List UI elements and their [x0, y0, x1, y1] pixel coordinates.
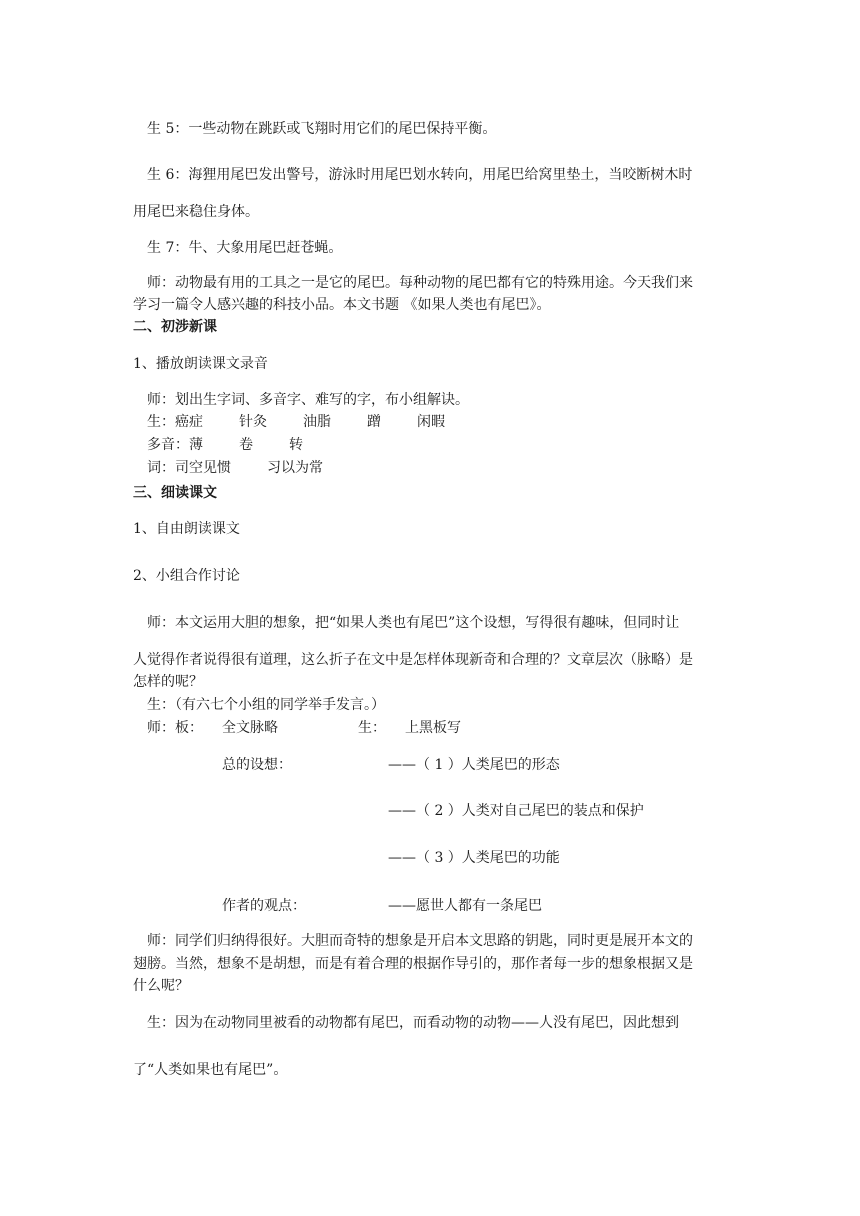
vocab-word: 癌症	[175, 414, 203, 430]
board-view: ——愿世人都有一条尾巴	[388, 898, 542, 914]
vocab-word: 习以为常	[267, 460, 323, 476]
vocab-word: 司空见惯	[175, 460, 231, 476]
board-assumption-label: 总的设想：	[222, 757, 292, 773]
para-student-6-line2: 用尾巴来稳住身体。	[133, 204, 259, 220]
board-item: ——（ 2 ）人类对自己尾巴的装点和保护	[388, 803, 644, 819]
vocab-word: 转	[289, 437, 303, 453]
para-teacher-summary-line2: 翅膀。当然，想象不是胡想，而是有着合理的根据作导引的，那作者每一步的想象根据又是	[133, 956, 693, 972]
vocab-polyphonic	[147, 436, 303, 454]
para-student-reason-line2: 了“人类如果也有尾巴”。	[133, 1062, 288, 1078]
para-teacher-question-line2: 人觉得作者说得很有道理，这么折子在文中是怎样体现新奇和合理的？文章层次（脉略）是	[133, 652, 693, 668]
vocab-word: 油脂	[303, 414, 331, 430]
vocab-phrases	[147, 459, 323, 477]
step-play-recording: 1、播放朗读课文录音	[133, 356, 268, 372]
board-title: 全文脉略	[222, 720, 278, 736]
board-item: ——（ 3 ）人类尾巴的功能	[388, 850, 560, 866]
vocab-word: 薄	[189, 437, 203, 453]
vocab-word: 蹭	[367, 414, 381, 430]
vocab-word: 卷	[239, 437, 253, 453]
step-free-reading: 1、自由朗读课文	[133, 521, 240, 537]
board-teacher-label: 师：板：	[147, 720, 203, 736]
heading-section-3: 三、细读课文	[133, 485, 217, 501]
para-teacher-question-line3: 怎样的呢？	[133, 674, 203, 690]
board-view-label: 作者的观点：	[222, 898, 306, 914]
step-group-discussion: 2、小组合作讨论	[133, 568, 240, 584]
board-student-label: 生：	[358, 720, 386, 736]
vocab-word: 闲暇	[417, 414, 445, 430]
para-teacher-summary-line3: 什么呢？	[133, 978, 189, 994]
para-teacher-task: 师：划出生字词、多音字、难写的字，布小组解诀。	[147, 392, 469, 408]
para-student-6-line1: 生 6：海狸用尾巴发出警号，游泳时用尾巴划水转向，用尾巴给窝里垫土，当咬断树木时	[147, 167, 693, 183]
para-teacher-intro-line2: 学习一篇令人感兴趣的科技小品。本文书题 《如果人类也有尾巴》。	[133, 297, 551, 313]
board-note: 上黑板写	[405, 720, 461, 736]
vocab-word: 针灸	[239, 414, 267, 430]
para-student-reason-line1: 生：因为在动物同里被看的动物都有尾巴，而看动物的动物——人没有尾巴，因此想到	[147, 1015, 679, 1031]
para-teacher-summary-line1: 师：同学们归纳得很好。大胆而奇特的想象是开启本文思路的钥匙，同时更是展开本文的	[147, 933, 693, 949]
para-student-response: 生：（有六七个小组的同学举手发言。）	[147, 697, 385, 713]
para-teacher-question-line1: 师：本文运用大胆的想象，把“如果人类也有尾巴”这个设想，写得很有趣味，但同时让	[147, 615, 680, 631]
para-student-5: 生 5：一些动物在跳跃或飞翔时用它们的尾巴保持平衡。	[147, 121, 497, 137]
heading-section-2: 二、初涉新课	[133, 319, 217, 335]
vocab-label: 生：	[147, 414, 175, 430]
vocab-label: 多音：	[147, 437, 189, 453]
para-teacher-intro-line1: 师：动物最有用的工具之一是它的尾巴。每种动物的尾巴都有它的特殊用途。今天我们来	[147, 275, 693, 291]
board-item: ——（ 1 ）人类尾巴的形态	[388, 757, 560, 773]
vocab-new-words	[147, 413, 445, 431]
vocab-label: 词：	[147, 460, 175, 476]
para-student-7: 生 7：牛、大象用尾巴赶苍蝇。	[147, 240, 343, 256]
